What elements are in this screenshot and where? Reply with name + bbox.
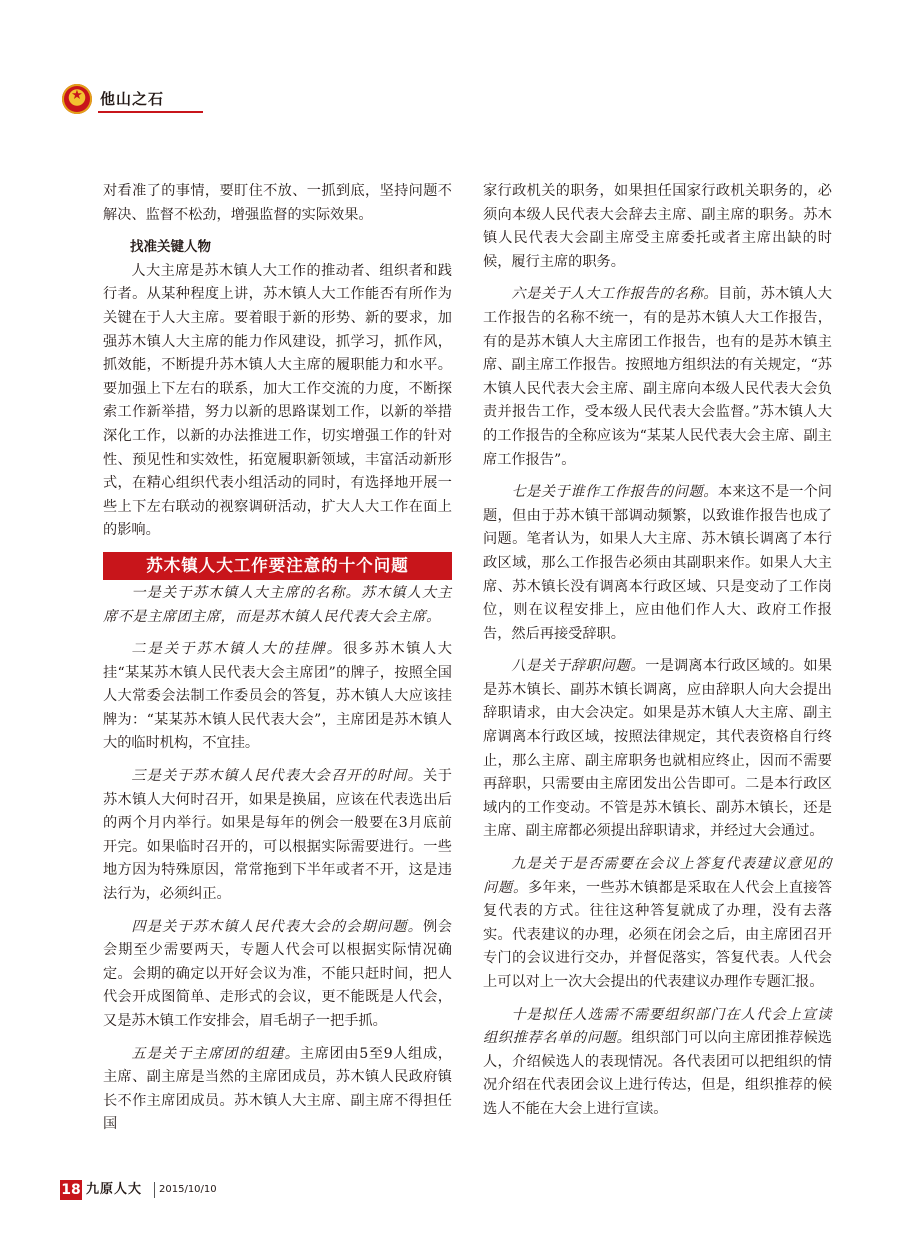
- issue-date: 2015/10/10: [159, 1184, 217, 1195]
- issue-body: 本来这不是一个问题，但由于苏木镇干部调动频繁，以致谁作报告也成了问题。笔者认为，如果人大主席、苏木镇长调离了本行政区域，那么工作报告必须由其副职来作。如果人大主席、苏木镇长没有调离本行政区域、只是变动了工作岗位，则在议程安排上，应由他们作人大、政府工作报告，然后再接受辞职。: [483, 484, 832, 642]
- right-column: [483, 180, 832, 1122]
- issue-lead: 二是关于苏木镇人大的挂牌。: [131, 641, 344, 658]
- issue-lead: 三是关于苏木镇人民代表大会召开的时间。: [131, 768, 423, 785]
- issue-5: [103, 1043, 452, 1137]
- publication-name: 九原人大: [86, 1182, 143, 1197]
- issue-lead: 七是关于谁作工作报告的问题。: [511, 484, 718, 501]
- issue-body: 主席团由5至9人组成，主席、副主席是当然的主席团成员，苏木镇人民政府镇长不作主席团成员。苏木镇人大主席、副主席不得担任国: [103, 1045, 452, 1133]
- footer-divider: [154, 1182, 155, 1198]
- issue-4: [103, 916, 452, 1034]
- issue-8: [483, 655, 832, 844]
- page-header: [62, 84, 202, 114]
- left-column: [103, 180, 452, 1137]
- national-emblem-icon: [62, 84, 92, 114]
- issue-9: [483, 853, 832, 995]
- header-rule: [98, 111, 203, 113]
- issue-lead: 八是关于辞职问题。: [511, 658, 646, 675]
- issue-3: [103, 765, 452, 907]
- issue-lead: 一是关于苏木镇人大主席的名称。苏木镇人大主席不是主席团主席，而是苏木镇人民代表大会主席。: [103, 584, 452, 625]
- section-title: 他山之石: [100, 90, 165, 108]
- issue-lead: 六是关于人大工作报告的名称。: [511, 286, 718, 303]
- paragraph-continued: 家行政机关的职务，如果担任国家行政机关职务的，必须向本级人民代表大会辞去主席、副主席的职务。苏木镇人民代表大会副主席受主席委托或者主席出缺的时候，履行主席的职务。: [483, 183, 832, 270]
- issue-body: 例会会期至少需要两天，专题人代会可以根据实际情况确定。会期的确定以开好会议为准，不能只赶时间，把人代会开成图简单、走形式的会议，更不能既是人代会，又是苏木镇工作安排会，眉毛胡子一把手抓。: [103, 918, 452, 1029]
- issue-lead: 四是关于苏木镇人民代表大会的会期问题。: [131, 918, 423, 935]
- issue-lead: 十是拟任人选需不需要组织部门在人代会上宣读组织推荐名单的问题。: [483, 1006, 832, 1047]
- issue-1: [103, 582, 452, 629]
- issue-body: 目前，苏木镇人大工作报告的名称不统一，有的是苏木镇人大工作报告，有的是苏木镇人大主席团工作报告，也有的是苏木镇主席、副主席工作报告。按照地方组织法的有关规定，“苏木镇人民代表大会主席、副主席向本级人民代表大会负责并报告工作，受本级人民代表大会监督。”苏木镇人大的工作报告的全称应该为“某某人民代表大会主席、副主席工作报告”。: [483, 286, 832, 468]
- paragraph-intro: 对看准了的事情，要盯住不放、一抓到底，坚持问题不解决、监督不松劲，增强监督的实际效果。: [103, 183, 452, 223]
- section-banner: 苏木镇人大工作要注意的十个问题: [103, 552, 452, 580]
- issue-lead: 五是关于主席团的组建。: [131, 1045, 300, 1062]
- issue-6: [483, 283, 832, 472]
- page-number: 18: [61, 1182, 81, 1198]
- issue-body: 组织部门可以向主席团推荐候选人，介绍候选人的表现情况。各代表团可以把组织的情况介绍在代表团会议上进行传达，但是，组织推荐的候选人不能在大会上进行宣读。: [483, 1030, 832, 1117]
- paragraph-key-person: 人大主席是苏木镇人大工作的推动者、组织者和践行者。从某种程度上讲，苏木镇人大工作能否有所作为关键在于人大主席。要着眼于新的形势、新的要求，加强苏木镇人大主席的能力作风建设，抓学习，抓作风，抓效能，不断提升苏木镇人大主席的履职能力和水平。要加强上下左右的联系，加大工作交流的力度，不断探索工作新举措，努力以新的思路谋划工作，以新的举措深化工作，以新的办法推进工作，切实增强工作的针对性、预见性和实效性，拓宽履职新领域，丰富活动新形式，在精心组织代表小组活动的同时，有选择地开展一些上下左右联动的视察调研活动，扩大人大工作在面上的影响。: [103, 262, 452, 539]
- subheading-key-person: 找准关键人物: [130, 239, 211, 256]
- issue-7: [483, 481, 832, 646]
- issue-body: 关于苏木镇人大何时召开，如果是换届，应该在代表选出后的两个月内举行。如果是每年的例会一般要在3月底前开完。如果临时召开的，可以根据实际需要进行。一些地方因为特殊原因，常常拖到下半年或者不开，这是违法行为，必须纠正。: [103, 768, 452, 903]
- issue-body: 多年来，一些苏木镇都是采取在人代会上直接答复代表的方式。往往这种答复就成了办理，没有去落实。代表建议的办理，必须在闭会之后，由主席团召开专门的会议进行交办，并督促落实，答复代表。人代会上可以对上一次大会提出的代表建议办理作专题汇报。: [483, 879, 832, 990]
- issue-2: [103, 638, 452, 756]
- issue-10: [483, 1004, 832, 1122]
- issue-lead: 九是关于是否需要在会议上答复代表建议意见的问题。: [483, 856, 832, 896]
- issue-body: 很多苏木镇人大挂“某某苏木镇人民代表大会主席团”的牌子，按照全国人大常委会法制工作委员会的答复，苏木镇人大应该挂牌为：“某某苏木镇人民代表大会”，主席团是苏木镇人大的临时机构，不宜挂。: [103, 641, 452, 752]
- issue-body: 一是调离本行政区域的。如果是苏木镇长、副苏木镇长调离，应由辞职人向大会提出辞职请求，由大会决定。如果是苏木镇人大主席、副主席调离本行政区域，按照法律规定，其代表资格自行终止，那么主席、副主席职务也就相应终止，因而不需要再辞职，只需要由主席团发出公告即可。二是本行政区域内的工作变动。不管是苏木镇长、副苏木镇长，还是主席、副主席都必须提出辞职请求，并经过大会通过。: [483, 658, 832, 840]
